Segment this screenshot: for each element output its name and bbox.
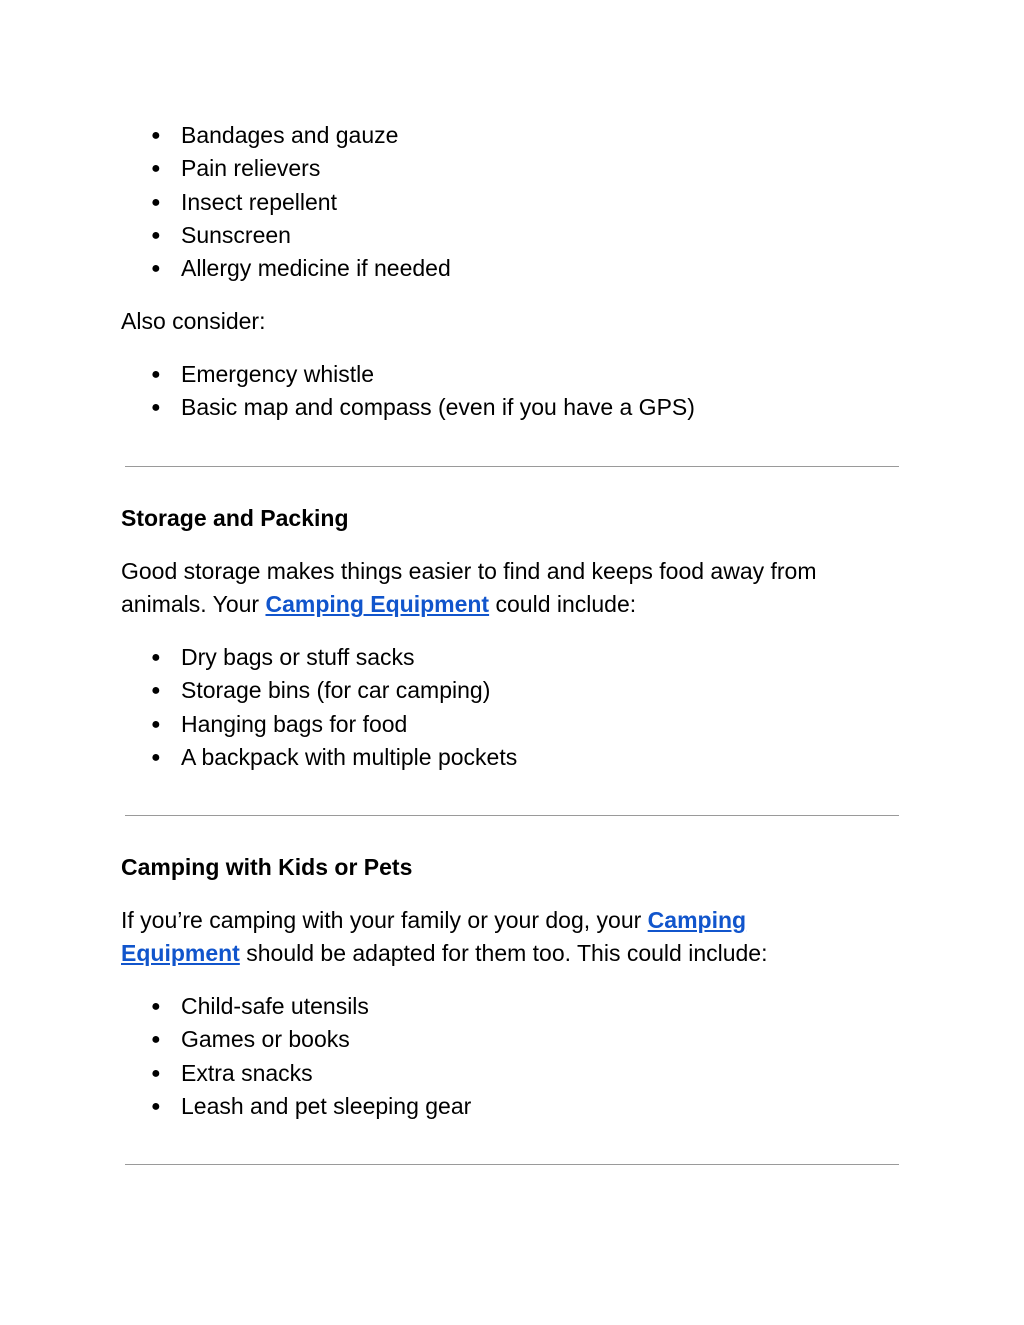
horizontal-divider: [125, 815, 899, 816]
list-item: ● Hanging bags for food: [0, 708, 517, 741]
list-item: ● Games or books: [0, 1023, 471, 1056]
list-item: ● Extra snacks: [0, 1057, 471, 1090]
list-item: ● Storage bins (for car camping): [0, 674, 517, 707]
bullet-icon: ●: [151, 682, 161, 700]
bullet-icon: ●: [151, 127, 161, 144]
bullet-icon: ●: [151, 998, 161, 1015]
list-item: ● Bandages and gauze: [0, 119, 451, 152]
bullet-icon: ●: [151, 193, 161, 211]
bullet-icon: ●: [151, 399, 161, 417]
first-aid-list: [0, 119, 451, 285]
bullet-icon: ●: [151, 1097, 161, 1115]
bullet-icon: ●: [151, 649, 161, 666]
list-item: ● Dry bags or stuff sacks: [0, 641, 517, 674]
list-item: ● Insect repellent: [0, 186, 451, 219]
kids-pets-paragraph: If you’re camping with your family or your dog, your Camping Equipment should be adapted for them too. This could include:: [121, 907, 768, 967]
list-item: ● Basic map and compass (even if you have a GPS): [0, 391, 695, 424]
camping-equipment-link[interactable]: Equipment: [121, 940, 240, 967]
bullet-icon: ●: [151, 160, 161, 178]
bullet-icon: ●: [151, 715, 161, 733]
bullet-icon: ●: [151, 366, 161, 383]
camping-equipment-link[interactable]: Camping: [647, 907, 747, 933]
list-item: ● Emergency whistle: [0, 358, 695, 391]
bullet-icon: ●: [151, 226, 161, 244]
horizontal-divider: [125, 1164, 899, 1165]
list-item: ● Child-safe utensils: [0, 990, 471, 1023]
also-consider-list: [0, 358, 695, 425]
bullet-icon: ●: [151, 1031, 161, 1049]
kids-pets-heading: Camping with Kids or Pets: [121, 854, 413, 880]
list-item: ● A backpack with multiple pockets: [0, 741, 517, 774]
kids-pets-list: [0, 990, 471, 1123]
horizontal-divider: [125, 466, 899, 467]
bullet-icon: ●: [151, 1064, 161, 1082]
list-item: ● Sunscreen: [0, 219, 451, 252]
camping-equipment-link[interactable]: Camping Equipment: [265, 591, 490, 618]
list-item: ● Leash and pet sleeping gear: [0, 1090, 471, 1123]
also-consider-label: Also consider:: [121, 308, 266, 334]
list-item: ● Pain relievers: [0, 152, 451, 185]
storage-heading: Storage and Packing: [121, 505, 349, 531]
storage-list: [0, 641, 517, 774]
storage-paragraph: Good storage makes things easier to find and keeps food away from animals. Your Camping Equipment could include:: [121, 558, 817, 618]
bullet-icon: ●: [151, 748, 161, 766]
bullet-icon: ●: [151, 260, 161, 278]
list-item: ● Allergy medicine if needed: [0, 252, 451, 285]
